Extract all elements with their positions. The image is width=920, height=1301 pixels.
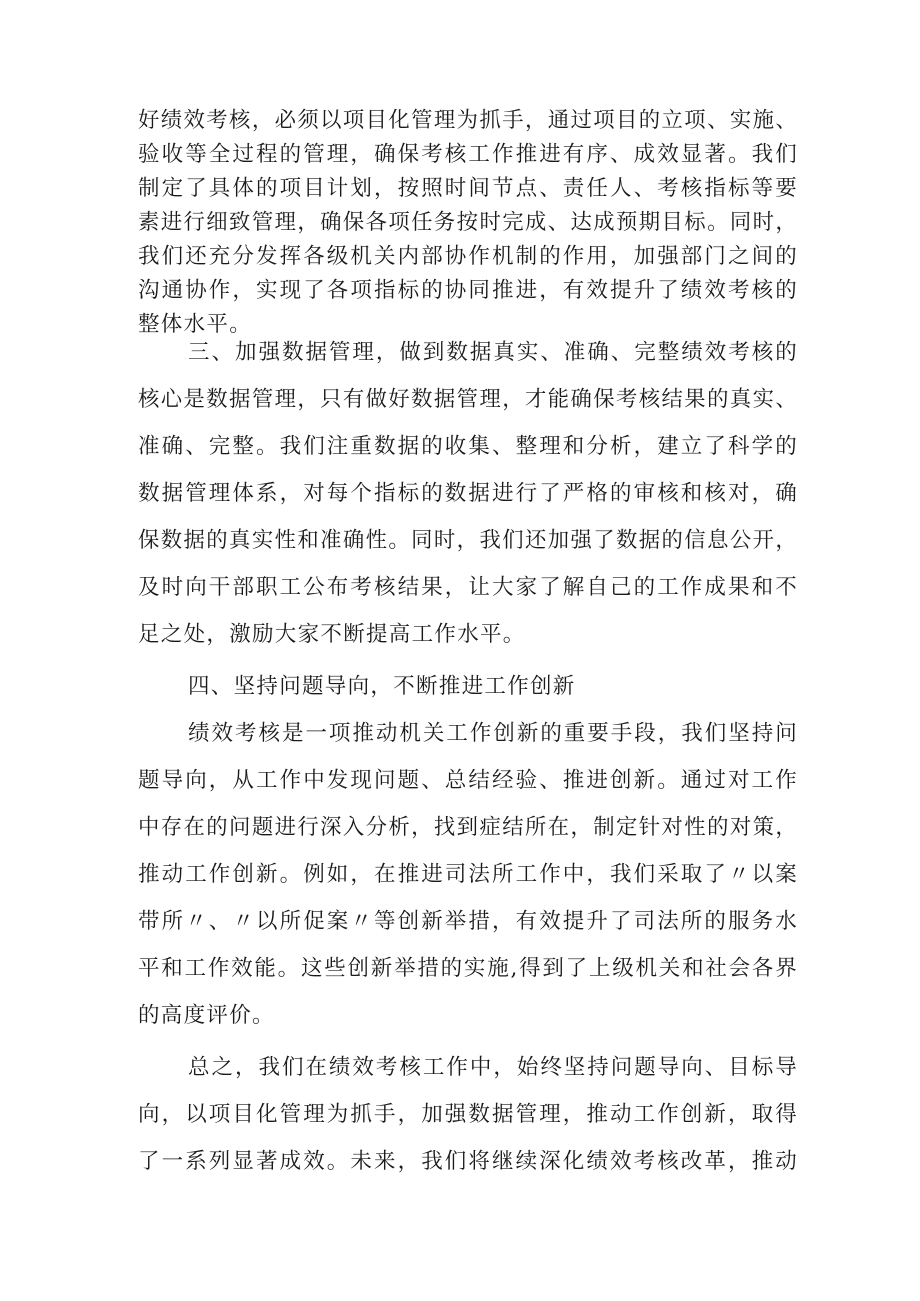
text-line: 数据管理体系，对每个指标的数据进行了严格的审核和核对，确: [138, 481, 799, 506]
section-heading-4-block: [138, 663, 798, 710]
text-line: 题导向，从工作中发现问题、总结经验、推进创新。通过对工作: [138, 768, 799, 793]
text-line: 核心是数据管理，只有做好数据管理，才能确保考核结果的真实、: [138, 387, 798, 412]
text-line: 足之处，激励大家不断提高工作水平。: [138, 622, 526, 647]
text-line: 我们还充分发挥各级机关内部协作机制的作用，加强部门之间的: [138, 244, 799, 269]
paragraph-data-management: [138, 329, 798, 658]
text-line: 好绩效考核，必须以项目化管理为抓手，通过项目的立项、实施、: [138, 108, 798, 133]
text-line: 沟通协作，实现了各项指标的协同推进，有效提升了绩效考核的: [138, 278, 799, 303]
text-line: 总之，我们在绩效考核工作中，始终坚持问题导向、目标导: [188, 1055, 799, 1080]
text-line: 平和工作效能。这些创新举措的实施,得到了上级机关和社会各界: [138, 956, 799, 981]
text-line: 制定了具体的项目计划，按照时间节点、责任人、考核指标等要: [138, 176, 799, 201]
text-line: 验收等全过程的管理，确保考核工作推进有序、成效显著。我们: [138, 142, 799, 167]
section-heading-4: 四、坚持问题导向，不断推进工作创新: [188, 674, 576, 699]
text-line: 绩效考核是一项推动机关工作创新的重要手段，我们坚持问: [188, 721, 799, 746]
text-line: 整体水平。: [138, 312, 253, 337]
paragraph-innovation: [138, 710, 798, 1039]
text-line: 素进行细致管理，确保各项任务按时完成、达成预期目标。同时，: [138, 210, 798, 235]
paragraph-conclusion: [138, 1044, 798, 1185]
text-line: 了一系列显著成效。未来，我们将继续深化绩效考核改革，推动: [138, 1149, 799, 1174]
section-heading-3: 三、加强数据管理，做到数据真实、准确、完整绩效考核的: [188, 340, 799, 365]
text-line: 保数据的真实性和准确性。同时，我们还加强了数据的信息公开，: [138, 528, 798, 553]
text-line: 推动工作创新。例如，在推进司法所工作中，我们采取了〃以案: [138, 862, 799, 887]
text-line: 及时向干部职工公布考核结果，让大家了解自己的工作成果和不: [138, 575, 799, 600]
text-line: 向，以项目化管理为抓手，加强数据管理，推动工作创新，取得: [138, 1102, 799, 1127]
text-line: 的高度评价。: [138, 1003, 275, 1028]
paragraph-project-management: [138, 104, 798, 342]
text-line: 中存在的问题进行深入分析，找到症结所在，制定针对性的对策，: [138, 815, 798, 840]
text-line: 准确、完整。我们注重数据的收集、整理和分析，建立了科学的: [138, 434, 799, 459]
text-line: 带所〃、〃以所促案〃等创新举措，有效提升了司法所的服务水: [138, 909, 799, 934]
